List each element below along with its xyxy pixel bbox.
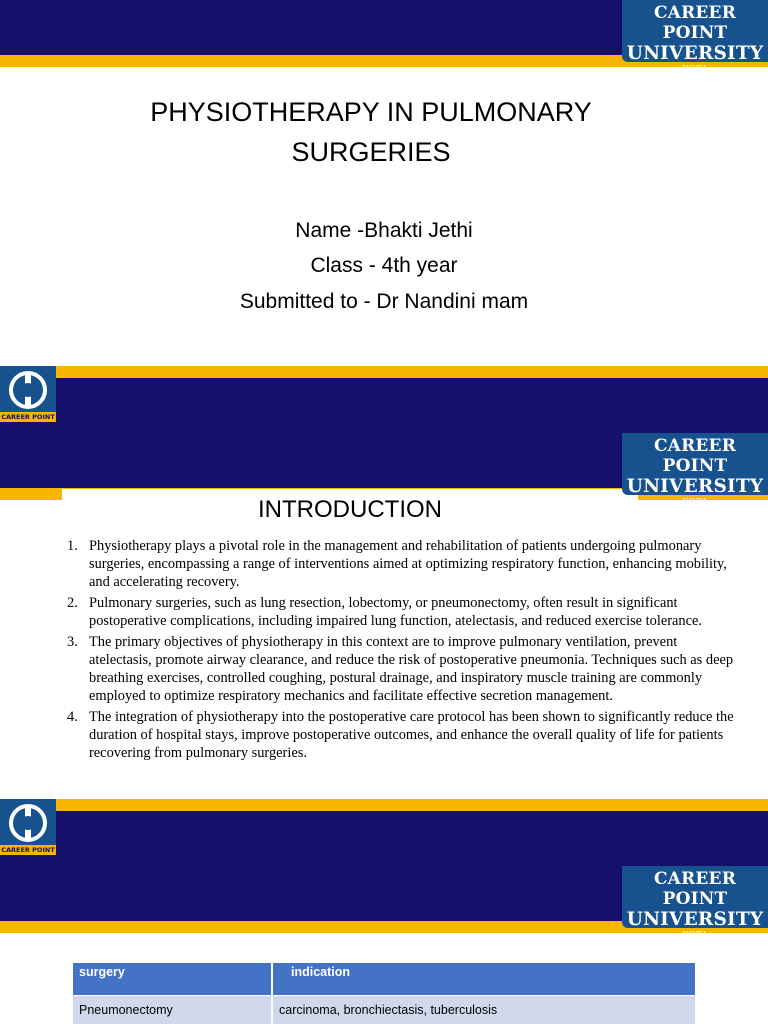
column-header-surgery: surgery <box>73 963 272 995</box>
logo-city: KOTA <box>622 497 768 509</box>
logo-line2: UNIVERSITY <box>626 476 764 497</box>
slide-introduction <box>0 433 768 866</box>
logo-line2: UNIVERSITY <box>626 909 764 930</box>
author-name: Name -Bhakti Jethi <box>295 219 473 242</box>
submitted-to: Submitted to - Dr Nandini mam <box>239 290 529 313</box>
author-class: Class - 4th year <box>310 254 458 277</box>
slide-heading: INTRODUCTION <box>258 496 442 523</box>
slide-surgery-table <box>0 866 768 1024</box>
list-item: 3. The primary objectives of physiotherapy in this context are to improve pulmonary ventilation, prevent atelectasis, promote airway clearance, and reduce the risk of postoperative pneumonia. Techniques such as deep breathing exercises, controlled coughing, postural drainage, and inspiratory muscle training are commonly employed to optimize respiratory mechanics and facilitate effective secretion management. <box>67 634 734 704</box>
slide-title <box>0 0 768 433</box>
list-item: 1. Physiotherapy plays a pivotal role in the management and rehabilitation of patients undergoing pulmonary surgeries, encompassing a range of interventions aimed at optimizing respiratory function, enhancing mobility, and accelerating recovery. <box>67 538 727 590</box>
university-logo <box>622 866 768 941</box>
logo-city: KOTA <box>622 930 768 942</box>
presentation-title: PHYSIOTHERAPY IN PULMONARY SURGERIES <box>150 97 592 167</box>
table-row <box>73 995 696 1024</box>
table-cell: Pneumonectomy <box>73 995 272 1024</box>
logo-line1: CAREER POINT <box>653 436 737 476</box>
table-cell: carcinoma, bronchiectasis, tuberculosis <box>272 995 696 1024</box>
career-point-emblem <box>0 366 56 422</box>
footer-band <box>0 811 768 866</box>
cp-emblem-icon <box>8 803 48 843</box>
university-logo <box>622 433 768 508</box>
emblem-label: CAREER POINT <box>1 413 55 421</box>
footer-gold-stripe <box>0 799 768 811</box>
list-item: 2. Pulmonary surgeries, such as lung resection, lobectomy, or pneumonectomy, often result in significant postoperative complications, including impaired lung function, atelectasis, and reduced exercise tolerance. <box>67 595 702 629</box>
column-header-indication: indication <box>272 963 696 995</box>
career-point-emblem <box>0 799 56 855</box>
footer-gold-stripe <box>0 366 768 378</box>
cp-emblem-icon <box>8 370 48 410</box>
logo-line1: CAREER POINT <box>653 3 737 43</box>
intro-list <box>60 537 740 765</box>
emblem-label: CAREER POINT <box>1 846 55 854</box>
footer-band <box>0 378 768 433</box>
table-header-row <box>73 963 696 995</box>
surgery-table <box>73 963 697 1024</box>
list-item: 4. The integration of physiotherapy into the postoperative care protocol has been shown to significantly reduce the duration of hospital stays, improve postoperative outcomes, and enhance the overall quality of life for patients recovering from pulmonary surgeries. <box>67 709 734 761</box>
logo-line2: UNIVERSITY <box>626 43 764 64</box>
logo-city: KOTA <box>622 64 768 76</box>
logo-line1: CAREER POINT <box>653 869 737 909</box>
university-logo <box>622 0 768 75</box>
